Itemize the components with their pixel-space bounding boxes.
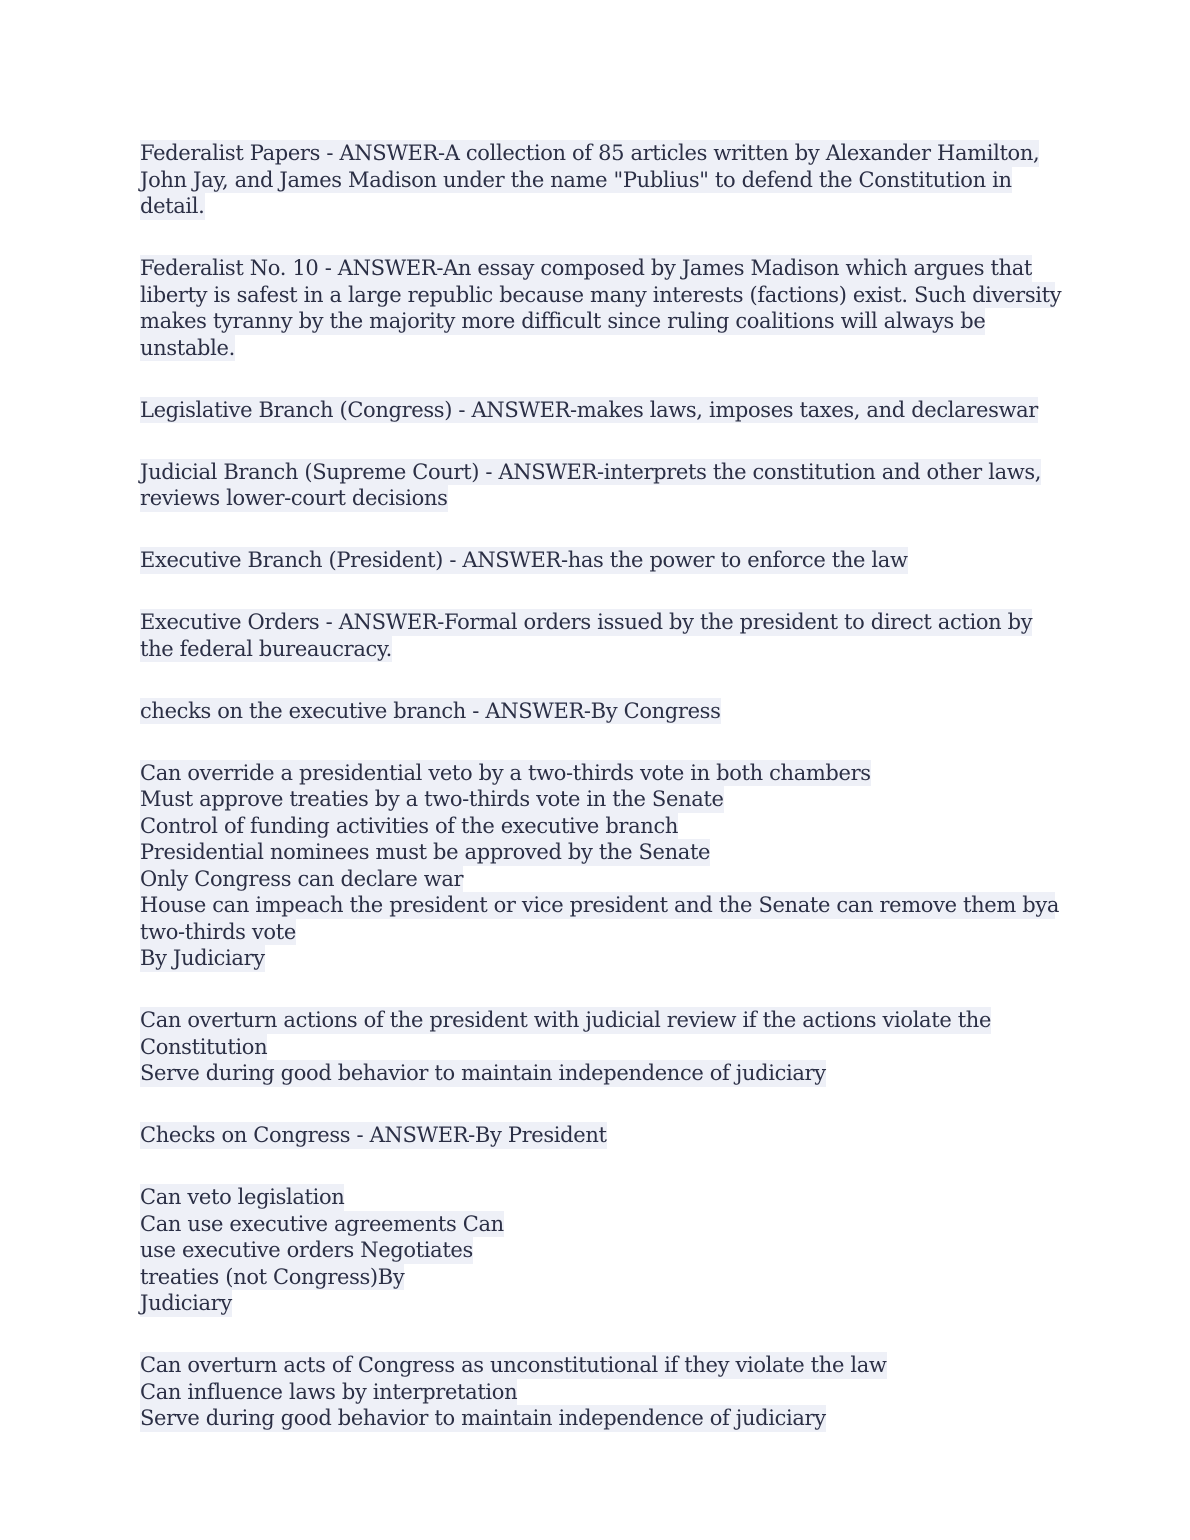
text-line: two-thirds vote: [140, 919, 296, 944]
text-line: liberty is safest in a large republic because many interests (factions) exist. Such diversity: [140, 282, 1062, 307]
text-line: Federalist Papers - ANSWER-A collection of 85 articles written by Alexander Hamilton,: [140, 141, 1040, 165]
paragraph-federalist-no-10: [140, 255, 1062, 361]
text-line: reviews lower-court decisions: [140, 486, 448, 510]
text-line: Serve during good behavior to maintain independence of judiciary: [140, 1406, 826, 1430]
text-line: use executive orders Negotiates: [140, 1238, 473, 1262]
paragraph-checks-on-congress: [140, 1122, 1055, 1149]
text-line: Constitution: [140, 1034, 268, 1059]
text-line: checks on the executive branch - ANSWER-By Congress: [140, 698, 721, 723]
paragraph-checks-on-executive: [140, 698, 1055, 725]
text-line: Executive Branch (President) - ANSWER-has the power to enforce the law: [140, 548, 908, 572]
text-line: Can use executive agreements Can: [140, 1211, 504, 1236]
text-line: Control of funding activities of the executive branch: [140, 813, 679, 838]
paragraph-president-checks-list: [140, 1184, 1055, 1317]
text-line: Legislative Branch (Congress) - ANSWER-makes laws, imposes taxes, and declareswar: [140, 397, 1038, 422]
text-line: House can impeach the president or vice president and the Senate can remove them bya: [140, 893, 1060, 917]
text-line: the federal bureaucracy.: [140, 636, 392, 661]
paragraph-federalist-papers: [140, 140, 1055, 220]
text-line: Can override a presidential veto by a two-thirds vote in both chambers: [140, 760, 871, 785]
paragraph-congress-checks-list: [140, 760, 1060, 972]
paragraph-judicial-branch: [140, 459, 1055, 512]
paragraph-judiciary-checks-president: [140, 1007, 1055, 1087]
text-line: makes tyranny by the majority more difficult since ruling coalitions will always be: [140, 309, 986, 333]
text-line: treaties (not Congress)By: [140, 1264, 405, 1289]
text-line: John Jay, and James Madison under the name "Publius" to defend the Constitution in: [140, 167, 1012, 192]
text-line: unstable.: [140, 335, 235, 360]
text-line: Checks on Congress - ANSWER-By President: [140, 1123, 607, 1147]
text-line: Can overturn acts of Congress as unconstitutional if they violate the law: [140, 1353, 887, 1377]
paragraph-executive-branch: [140, 547, 1055, 574]
text-line: Executive Orders - ANSWER-Formal orders issued by the president to direct action by: [140, 610, 1033, 634]
paragraph-executive-orders: [140, 609, 1055, 662]
text-line: By Judiciary: [140, 946, 265, 970]
text-line: Can overturn actions of the president with judicial review if the actions violate the: [140, 1008, 992, 1032]
text-line: Can veto legislation: [140, 1185, 345, 1209]
text-line: Must approve treaties by a two-thirds vote in the Senate: [140, 787, 724, 811]
paragraph-legislative-branch: [140, 397, 1055, 424]
paragraph-judiciary-checks-congress: [140, 1352, 1055, 1432]
text-line: Presidential nominees must be approved by the Senate: [140, 840, 711, 864]
text-line: Serve during good behavior to maintain independence of judiciary: [140, 1061, 826, 1085]
text-line: Can influence laws by interpretation: [140, 1379, 518, 1404]
text-line: Judiciary: [140, 1291, 232, 1315]
document-page: [140, 140, 1062, 1467]
text-line: Only Congress can declare war: [140, 866, 464, 891]
text-line: detail.: [140, 194, 205, 218]
text-line: Judicial Branch (Supreme Court) - ANSWER-interprets the constitution and other laws,: [140, 459, 1042, 484]
text-line: Federalist No. 10 - ANSWER-An essay composed by James Madison which argues that: [140, 256, 1033, 280]
